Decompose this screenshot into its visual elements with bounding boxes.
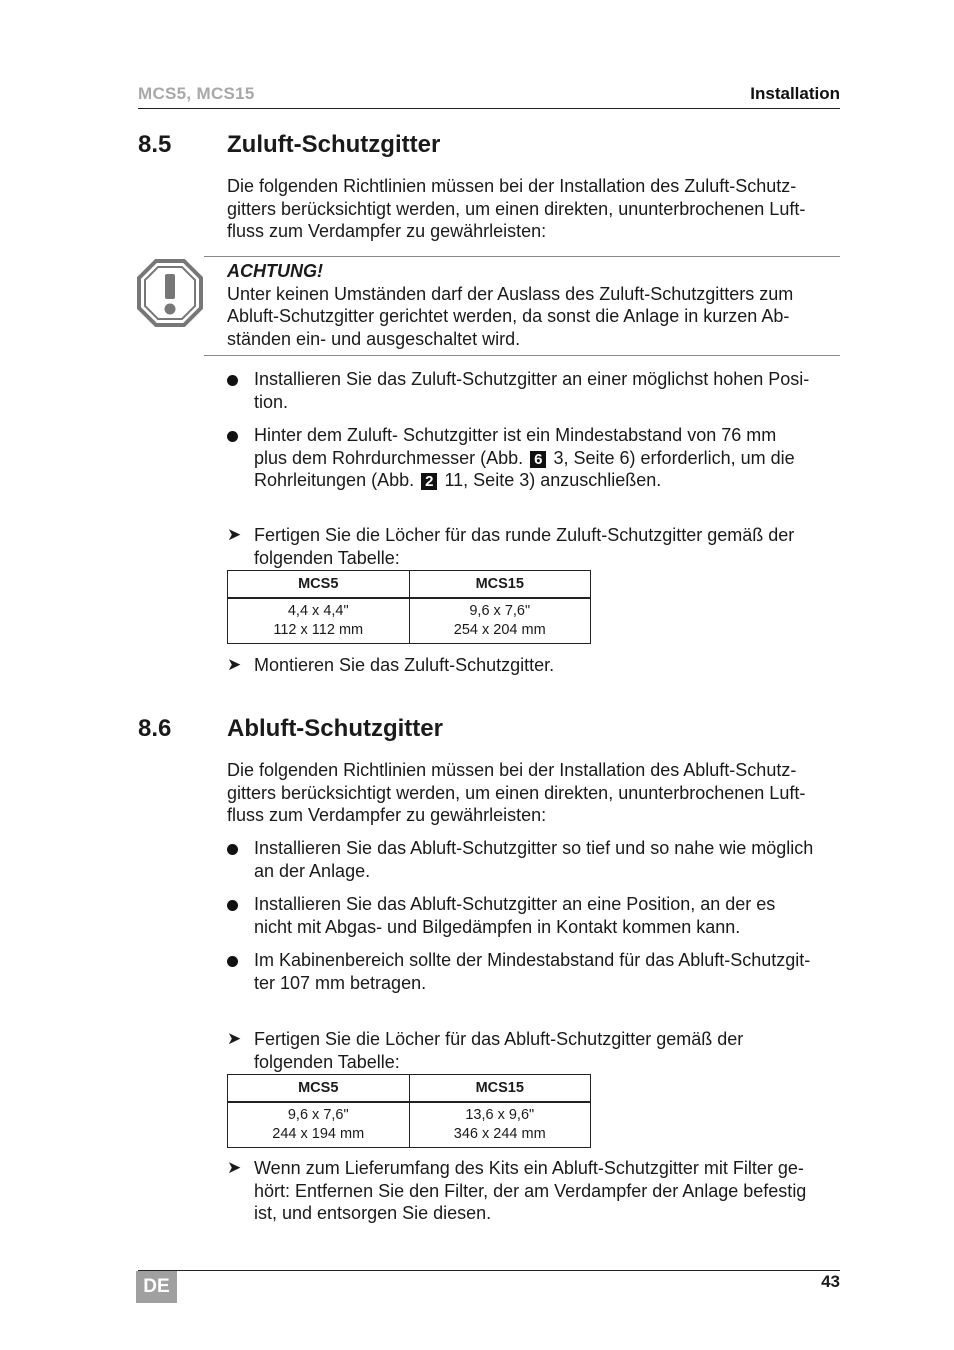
instruction-step: ➤ Fertigen Sie die Löcher für das runde Zuluft-Schutzgitter gemäß der folgenden Tabelle: bbox=[227, 525, 795, 568]
table-row bbox=[228, 598, 591, 644]
arrow-right-icon: ➤ bbox=[227, 1158, 242, 1177]
warning-exclamation-icon bbox=[136, 258, 204, 328]
warning-rule-bottom bbox=[204, 355, 840, 356]
figure-ref-badge: 6 bbox=[530, 451, 546, 468]
header-model: MCS5, MCS15 bbox=[138, 84, 255, 103]
list-item: Installieren Sie das Abluft-Schutzgitter an eine Position, an der es nicht mit Abgas- und Bilgedämpfen in Kontakt kommen kann. bbox=[227, 893, 841, 938]
table-cell: 4,4 x 4,4" 112 x 112 mm bbox=[228, 598, 410, 644]
list-item: Im Kabinenbereich sollte der Mindestabstand für das Abluft-Schutzgit- ter 107 mm betragen. bbox=[227, 949, 841, 994]
bullet-icon bbox=[227, 956, 238, 967]
section-86-number: 8.6 bbox=[138, 715, 172, 742]
instruction-step: ➤ Fertigen Sie die Löcher für das Abluft-Schutzgitter gemäß der folgenden Tabelle: bbox=[227, 1029, 744, 1072]
figure-ref-badge: 2 bbox=[421, 473, 437, 490]
table-cell: 13,6 x 9,6" 346 x 244 mm bbox=[409, 1102, 591, 1148]
bullet-icon bbox=[227, 900, 238, 911]
warning-title: ACHTUNG! bbox=[227, 261, 323, 281]
section-85-intro: Die folgenden Richtlinien müssen bei der Installation des Zuluft-Schutz- gitters berücksichtigt werden, um einen direkten, ununterbrochenen Luft- fluss zum Verdampfer zu gewährleisten: bbox=[227, 176, 806, 241]
table-header: MCS5 bbox=[228, 1075, 410, 1103]
hole-size-table-abluft bbox=[227, 1074, 591, 1148]
footer-rule bbox=[138, 1270, 840, 1271]
bullet-icon bbox=[227, 375, 238, 386]
list-item: Installieren Sie das Zuluft-Schutzgitter an einer möglichst hohen Posi- tion. bbox=[227, 368, 841, 413]
arrow-right-icon: ➤ bbox=[227, 525, 242, 544]
table-header: MCS15 bbox=[409, 1075, 591, 1103]
hole-size-table-zuluft bbox=[227, 570, 591, 644]
instruction-step: ➤ Wenn zum Lieferumfang des Kits ein Abluft-Schutzgitter mit Filter ge- hört: Entfernen Sie den Filter, der am Verdampfer der Anlage befestig ist, und entsorgen Sie diesen. bbox=[227, 1158, 807, 1223]
table-cell: 9,6 x 7,6" 244 x 194 mm bbox=[228, 1102, 410, 1148]
warning-rule-top bbox=[204, 256, 840, 257]
list-item: Installieren Sie das Abluft-Schutzgitter so tief und so nahe wie möglich an der Anlage. bbox=[227, 837, 841, 882]
page-number: 43 bbox=[821, 1272, 840, 1291]
bullet-icon bbox=[227, 844, 238, 855]
language-tab: DE bbox=[136, 1271, 177, 1303]
section-85-number: 8.5 bbox=[138, 131, 172, 158]
warning-text: ACHTUNG! Unter keinen Umständen darf der Auslass des Zuluft-Schutzgitters zum Abluft-Schutzgitter gerichtet werden, da sonst die Anlage in kurzen Ab- ständen ein- und ausgeschaltet wird. bbox=[227, 260, 841, 350]
arrow-right-icon: ➤ bbox=[227, 655, 242, 674]
header-chapter: Installation bbox=[750, 84, 840, 103]
bullet-icon bbox=[227, 431, 238, 442]
table-cell: 9,6 x 7,6" 254 x 204 mm bbox=[409, 598, 591, 644]
section-85-title: Zuluft-Schutzgitter bbox=[227, 131, 441, 158]
section-86-title: Abluft-Schutzgitter bbox=[227, 715, 443, 742]
table-header: MCS15 bbox=[409, 571, 591, 599]
header-rule bbox=[138, 108, 840, 109]
section-86-intro: Die folgenden Richtlinien müssen bei der Installation des Abluft-Schutz- gitters berücksichtigt werden, um einen direkten, ununterbrochenen Luft- fluss zum Verdampfer zu gewährleisten: bbox=[227, 760, 806, 825]
arrow-right-icon: ➤ bbox=[227, 1029, 242, 1048]
instruction-step: ➤ Montieren Sie das Zuluft-Schutzgitter. bbox=[227, 655, 555, 675]
list-item: Hinter dem Zuluft- Schutzgitter ist ein Mindestabstand von 76 mm plus dem Rohrdurchmesser (Abb. 6 3, Seite 6) erforderlich, um die Rohrleitungen (Abb. 2 11, Seite 3) anzuschließen. bbox=[227, 424, 841, 492]
table-row bbox=[228, 1102, 591, 1148]
table-header: MCS5 bbox=[228, 571, 410, 599]
